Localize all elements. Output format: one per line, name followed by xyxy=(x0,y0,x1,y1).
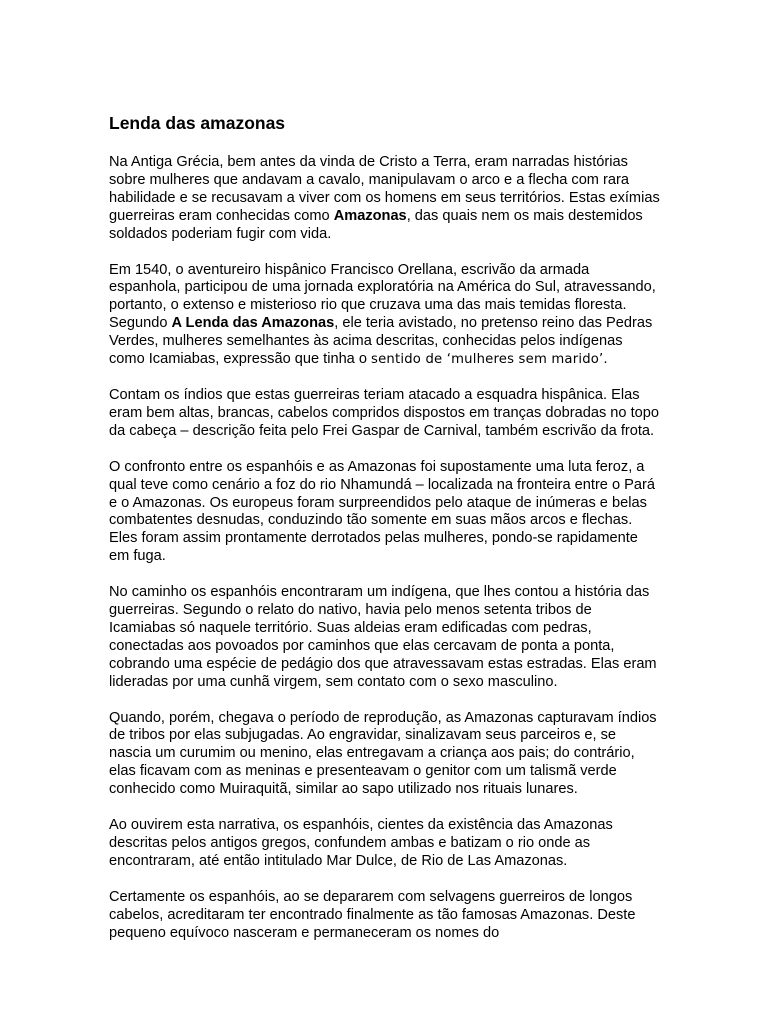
document-page xyxy=(109,112,661,961)
paragraph-text: Na Antiga Grécia, bem antes da vinda de Cristo a Terra, eram narradas histórias sobre mulheres que andavam a cavalo, manipulavam o arco e a flecha com rara habilidade e se recusavam a viver com os homens em seus territórios. Estas exímias guerreiras eram conhecidas como xyxy=(109,154,660,224)
paragraph xyxy=(109,889,661,943)
paragraph xyxy=(109,710,661,800)
paragraph-text: O confronto entre os espanhóis e as Amazonas foi supostamente uma luta feroz, a qual teve como cenário a foz do rio Nhamundá – localizada na fronteira entre o Pará e o Amazonas. Os europeus foram surpreendidos pelo ataque de inúmeras e belas combatentes desnudas, conduzindo tão somente em suas mãos arcos e flechas. Eles foram assim prontamente derrotados pelas mulheres, pondo-se rapidamente em fuga. xyxy=(109,458,655,565)
paragraph-text: Contam os índios que estas guerreiras teriam atacado a esquadra hispânica. Elas eram bem altas, brancas, cabelos compridos dispostos em tranças dobradas no topo da cabeça – descrição feita pelo Frei Gaspar de Carnival, também escrivão da frota. xyxy=(109,386,659,439)
paragraph xyxy=(109,584,661,691)
bold-text: Amazonas xyxy=(333,207,407,224)
paragraph xyxy=(109,262,661,369)
paragraph-text: Quando, porém, chegava o período de reprodução, as Amazonas capturavam índios de tribos por elas subjugadas. Ao engravidar, sinalizavam seus parceiros e, se nascia um curumim ou menino, elas entregavam a criança aos pais; do contrário, elas ficavam com as meninas e presenteavam o genitor com um talismã verde conhecido como Muiraquitã, similar ao sapo utilizado nos rituais lunares. xyxy=(109,709,657,798)
paragraph xyxy=(109,817,661,871)
paragraph xyxy=(109,459,661,566)
paragraph-text: , das quais nem os mais destemidos soldados poderiam fugir com vida. xyxy=(109,207,643,242)
paragraph-text: No caminho os espanhóis encontraram um indígena, que lhes contou a história das guerreiras. Segundo o relato do nativo, havia pelo menos setenta tribos de Icamiabas só naquele território. Suas aldeias eram edificadas com pedras, conectadas aos povoados por caminhos que elas cercavam de ponta a ponta, cobrando uma espécie de pedágio dos que atravessavam estas estradas. Elas eram lideradas por uma cunhã virgem, sem contato com o sexo masculino. xyxy=(109,584,657,690)
bold-text: A Lenda das Amazonas xyxy=(171,315,335,332)
paragraph xyxy=(109,387,661,441)
document-title: Lenda das amazonas xyxy=(109,113,286,133)
paragraph-text: , ele teria avistado, no pretenso reino das Pedras Verdes, mulheres semelhantes às acima descritas, conhecidas pelos indígenas como Icamiabas, expressão que tinha o xyxy=(109,315,653,368)
paragraph-text: sentido de ‘mulheres sem marido’. xyxy=(371,352,608,368)
paragraph-text: Em 1540, o aventureiro hispânico Francisco Orellana, escrivão da armada espanhola, participou de uma jornada exploratória na América do Sul, atravessando, portanto, o extenso e misterioso rio que cruzava uma das mais temidas floresta. Segundo xyxy=(109,261,656,332)
paragraph-text: Certamente os espanhóis, ao se depararem com selvagens guerreiros de longos cabelos, acreditaram ter encontrado finalmente as tão famosas Amazonas. Deste pequeno equívoco nasceram e permaneceram os nomes do xyxy=(109,888,636,941)
document-body xyxy=(109,154,661,943)
paragraph xyxy=(109,154,661,244)
paragraph-text: Ao ouvirem esta narrativa, os espanhóis, cientes da existência das Amazonas descritas pelos antigos gregos, confundem ambas e batizam o rio onde as encontraram, até então intitulado Mar Dulce, de Rio de Las Amazonas. xyxy=(109,817,613,869)
